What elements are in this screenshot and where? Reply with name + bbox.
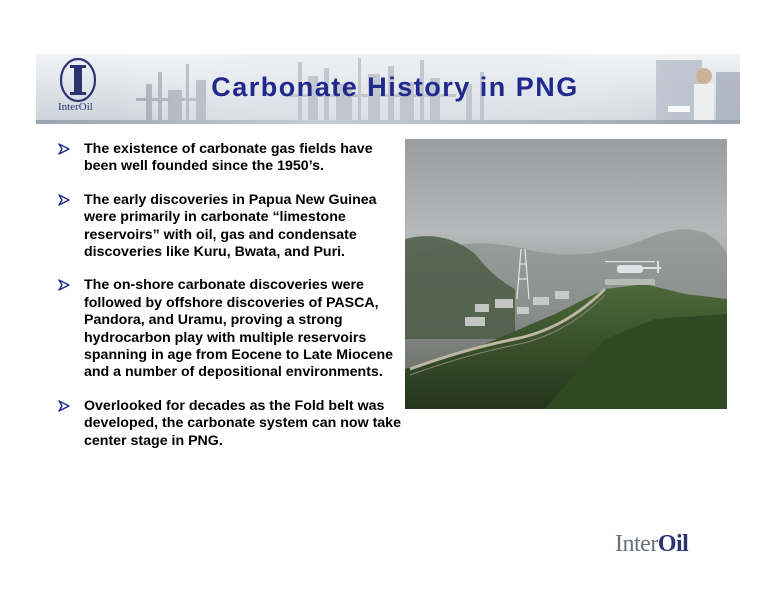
arrow-bullet-icon xyxy=(58,400,70,412)
footer-logo-inter: Inter xyxy=(615,531,658,557)
bullet-text: The existence of carbonate gas fields have been well founded since the 1950’s. xyxy=(84,141,373,175)
bullet-item xyxy=(58,277,408,381)
bullet-list xyxy=(58,141,408,466)
banner-divider xyxy=(36,120,740,124)
bullet-text: The on-shore carbonate discoveries were followed by offshore discoveries of PASCA, Pandora, and Uramu, proving a strong hydrocarbon play with multiple reservoirs spanning in age from Eocene to Late Miocene and a number of depositional environments. xyxy=(84,277,394,381)
bullet-item xyxy=(58,398,408,450)
footer-logo-oil: Oil xyxy=(657,531,689,557)
bullet-text: Overlooked for decades as the Fold belt was developed, the carbonate system can now take center stage in PNG. xyxy=(84,397,401,449)
bullet-item xyxy=(58,192,408,262)
footer-logo xyxy=(615,531,688,558)
header-logo-text: InterOil xyxy=(58,101,93,113)
arrow-bullet-icon xyxy=(58,143,70,155)
arrow-bullet-icon xyxy=(58,194,70,206)
drilling-site-photo xyxy=(405,139,727,409)
bullet-item xyxy=(58,141,408,176)
page-title: Carbonate History in PNG xyxy=(211,72,579,102)
bullet-text: The early discoveries in Papua New Guinea were primarily in carbonate “limestone reservoirs” with oil, gas and condensate discoveries like Kuru, Bwata, and Puri. xyxy=(84,191,377,261)
arrow-bullet-icon xyxy=(58,279,70,291)
